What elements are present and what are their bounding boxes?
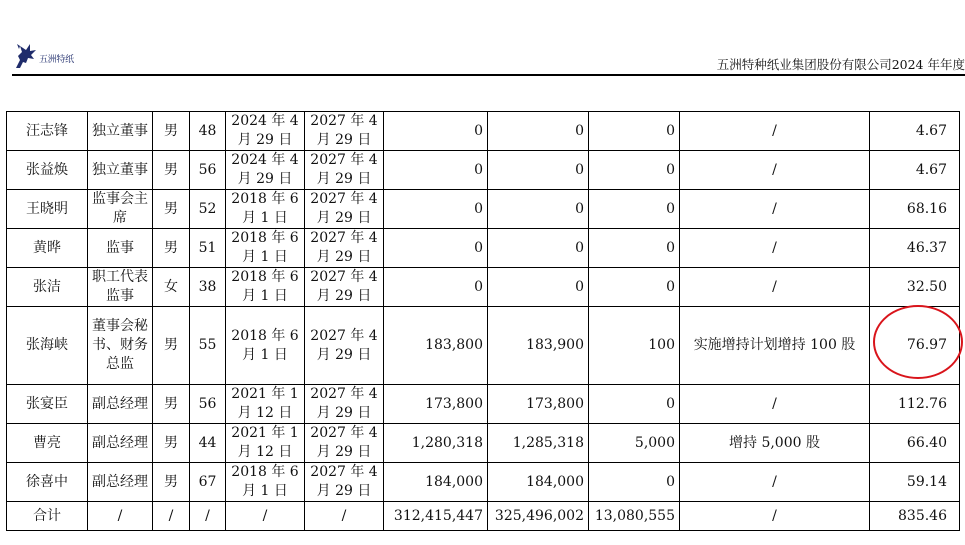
cell-shares-end: 0 xyxy=(488,112,589,151)
cell-shares-begin: 0 xyxy=(384,268,488,307)
cell-gender: 男 xyxy=(153,424,190,463)
table-row xyxy=(7,385,960,424)
cell-age: 44 xyxy=(190,424,226,463)
cell-name: 张益焕 xyxy=(7,151,88,190)
cell-shares-end: 184,000 xyxy=(488,463,589,502)
cell-term-start: 2024 年 4 月 29 日 xyxy=(226,112,305,151)
cell-pay: 46.37 xyxy=(870,229,960,268)
cell-reason: 实施增持计划增持 100 股 xyxy=(680,307,870,385)
cell-position: 副总经理 xyxy=(88,385,153,424)
table-total-row xyxy=(7,502,960,531)
cell-reason: / xyxy=(680,463,870,502)
cell-reason: / xyxy=(680,268,870,307)
cell-shares-begin: 183,800 xyxy=(384,307,488,385)
cell-term-end: 2027 年 4 月 29 日 xyxy=(305,307,384,385)
cell-term-start: 2018 年 6 月 1 日 xyxy=(226,190,305,229)
table-row xyxy=(7,307,960,385)
table-row xyxy=(7,151,960,190)
cell-reason: / xyxy=(680,229,870,268)
cell-name: 张宴臣 xyxy=(7,385,88,424)
table-row xyxy=(7,190,960,229)
cell-pay: 32.50 xyxy=(870,268,960,307)
cell-gender: 男 xyxy=(153,151,190,190)
cell-gender: 男 xyxy=(153,307,190,385)
cell-change: 0 xyxy=(589,463,680,502)
cell-gender: / xyxy=(153,502,190,531)
cell-change: 13,080,555 xyxy=(589,502,680,531)
cell-term-end: / xyxy=(305,502,384,531)
cell-pay: 835.46 xyxy=(870,502,960,531)
cell-shares-begin: 312,415,447 xyxy=(384,502,488,531)
table-row xyxy=(7,463,960,502)
cell-pay: 76.97 xyxy=(870,307,960,385)
cell-term-end: 2027 年 4 月 29 日 xyxy=(305,151,384,190)
cell-reason: / xyxy=(680,151,870,190)
cell-shares-end: 1,285,318 xyxy=(488,424,589,463)
cell-shares-end: 0 xyxy=(488,151,589,190)
cell-position: 职工代表监事 xyxy=(88,268,153,307)
cell-position: 监事 xyxy=(88,229,153,268)
cell-reason: 增持 5,000 股 xyxy=(680,424,870,463)
cell-reason: / xyxy=(680,190,870,229)
cell-shares-begin: 184,000 xyxy=(384,463,488,502)
cell-shares-begin: 173,800 xyxy=(384,385,488,424)
cell-age: 55 xyxy=(190,307,226,385)
cell-position: / xyxy=(88,502,153,531)
cell-pay: 4.67 xyxy=(870,112,960,151)
cell-age: / xyxy=(190,502,226,531)
cell-change: 0 xyxy=(589,385,680,424)
cell-gender: 男 xyxy=(153,463,190,502)
cell-position: 副总经理 xyxy=(88,463,153,502)
cell-shares-begin: 1,280,318 xyxy=(384,424,488,463)
cell-change: 0 xyxy=(589,190,680,229)
cell-shares-end: 0 xyxy=(488,229,589,268)
cell-pay: 66.40 xyxy=(870,424,960,463)
cell-position: 副总经理 xyxy=(88,424,153,463)
cell-term-start: 2018 年 6 月 1 日 xyxy=(226,268,305,307)
cell-name: 汪志锋 xyxy=(7,112,88,151)
cell-term-end: 2027 年 4 月 29 日 xyxy=(305,229,384,268)
cell-term-end: 2027 年 4 月 29 日 xyxy=(305,268,384,307)
cell-pay: 68.16 xyxy=(870,190,960,229)
cell-term-start: 2018 年 6 月 1 日 xyxy=(226,307,305,385)
cell-reason: / xyxy=(680,502,870,531)
cell-shares-begin: 0 xyxy=(384,229,488,268)
cell-change: 0 xyxy=(589,268,680,307)
cell-reason: / xyxy=(680,112,870,151)
company-logo xyxy=(14,42,74,70)
cell-shares-begin: 0 xyxy=(384,190,488,229)
cell-pay: 4.67 xyxy=(870,151,960,190)
griffin-logo-icon xyxy=(14,42,38,70)
cell-shares-begin: 0 xyxy=(384,112,488,151)
table-row xyxy=(7,424,960,463)
cell-shares-end: 173,800 xyxy=(488,385,589,424)
cell-change: 5,000 xyxy=(589,424,680,463)
cell-term-start: / xyxy=(226,502,305,531)
cell-gender: 男 xyxy=(153,190,190,229)
cell-shares-end: 0 xyxy=(488,190,589,229)
cell-name: 黄晔 xyxy=(7,229,88,268)
cell-change: 0 xyxy=(589,112,680,151)
cell-change: 0 xyxy=(589,151,680,190)
cell-term-start: 2018 年 6 月 1 日 xyxy=(226,463,305,502)
cell-age: 67 xyxy=(190,463,226,502)
cell-position: 独立董事 xyxy=(88,112,153,151)
cell-age: 38 xyxy=(190,268,226,307)
cell-name: 曹亮 xyxy=(7,424,88,463)
cell-term-end: 2027 年 4 月 29 日 xyxy=(305,424,384,463)
cell-term-end: 2027 年 4 月 29 日 xyxy=(305,112,384,151)
header-rule xyxy=(12,74,965,76)
cell-term-end: 2027 年 4 月 29 日 xyxy=(305,190,384,229)
cell-gender: 女 xyxy=(153,268,190,307)
cell-gender: 男 xyxy=(153,112,190,151)
cell-name: 张海峡 xyxy=(7,307,88,385)
cell-term-start: 2021 年 1 月 12 日 xyxy=(226,424,305,463)
cell-change: 0 xyxy=(589,229,680,268)
cell-term-start: 2021 年 1 月 12 日 xyxy=(226,385,305,424)
table-row xyxy=(7,229,960,268)
executive-shareholding-table xyxy=(6,111,960,531)
cell-pay: 112.76 xyxy=(870,385,960,424)
logo-text: 五洲特纸 xyxy=(39,54,74,64)
cell-shares-begin: 0 xyxy=(384,151,488,190)
cell-age: 51 xyxy=(190,229,226,268)
company-report-title: 五洲特种纸业集团股份有限公司2024 年年度 xyxy=(716,57,965,72)
cell-position: 监事会主席 xyxy=(88,190,153,229)
cell-change: 100 xyxy=(589,307,680,385)
table-row xyxy=(7,112,960,151)
cell-gender: 男 xyxy=(153,229,190,268)
cell-pay: 59.14 xyxy=(870,463,960,502)
table-row xyxy=(7,268,960,307)
cell-shares-end: 183,900 xyxy=(488,307,589,385)
cell-position: 董事会秘书、财务总监 xyxy=(88,307,153,385)
cell-age: 48 xyxy=(190,112,226,151)
cell-name: 合计 xyxy=(7,502,88,531)
cell-shares-end: 325,496,002 xyxy=(488,502,589,531)
cell-age: 56 xyxy=(190,151,226,190)
cell-term-end: 2027 年 4 月 29 日 xyxy=(305,463,384,502)
cell-name: 徐喜中 xyxy=(7,463,88,502)
cell-term-start: 2018 年 6 月 1 日 xyxy=(226,229,305,268)
cell-name: 王晓明 xyxy=(7,190,88,229)
cell-age: 56 xyxy=(190,385,226,424)
cell-age: 52 xyxy=(190,190,226,229)
cell-term-end: 2027 年 4 月 29 日 xyxy=(305,385,384,424)
cell-gender: 男 xyxy=(153,385,190,424)
cell-name: 张洁 xyxy=(7,268,88,307)
cell-term-start: 2024 年 4 月 29 日 xyxy=(226,151,305,190)
page-header xyxy=(0,0,965,78)
cell-shares-end: 0 xyxy=(488,268,589,307)
cell-reason: / xyxy=(680,385,870,424)
cell-position: 独立董事 xyxy=(88,151,153,190)
